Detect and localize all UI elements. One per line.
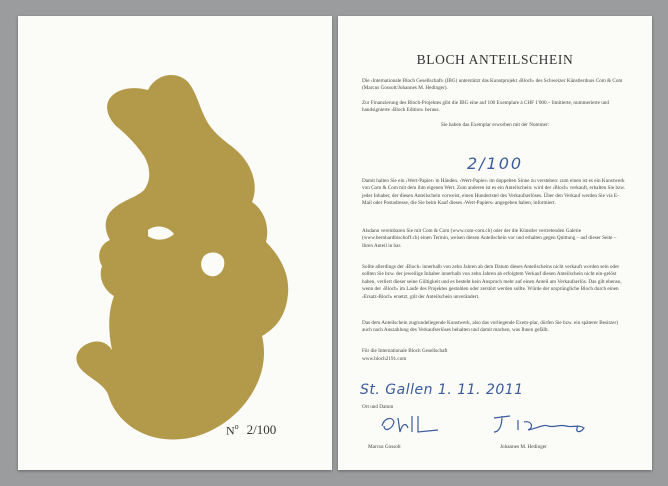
number-superscript: o [234, 422, 239, 431]
artwork-card [18, 16, 332, 470]
signer-name-gossolt: Marcus Gossolt [368, 444, 401, 450]
intro-paragraph: Die ›Internationale Bloch Gesellschaft‹ (IBG) unterstützt das Kunstprojekt ›Bloch‹ des Schweizer Künstlerduos Com & Com (Marcus Gossolt/Johannes M. Hedinger). [362, 78, 623, 92]
handwritten-date: St. Gallen 1. 11. 2011 [360, 382, 524, 398]
signer-name-hedinger: Johannes M. Hedinger [500, 444, 547, 450]
society-line: Für die Internationale Bloch Gesellschaft [362, 348, 448, 354]
payout-paragraph: Alsdann vereinbaren Sie mit Com & Com (www.com-com.ch) oder der die Künstler vertretenden Galerie (www.bernhardbischoff.ch) einen Termin, weisen diesen Anteilschein vor und erhalten gegen Quittung – auf dieser Seite – Ihren Anteil in bar. [362, 228, 617, 249]
value-paper-paragraph: Damit halten Sie ein ›Wert-Papier‹ in Händen. ›Wert-Papier‹ im doppelten Sinne zu verstehen: zum einen ist es ein Kunstwerk von Com & Com mit dem ihm eigenen Wert. Zum anderen ist es ein Anteilschein: wird der ›Bloch‹ verkauft, erhalten Sie bzw. jeder Inhaber, der diesen Anteilschein vorweist, einen Hundertstel des Verkaufserlöses. Über den Verkauf werden Sie via E-Mail oder Postadresse, die Sie beim Kauf dieses ›Wert-Papiers‹ angegeben haben, informiert. [362, 178, 626, 207]
certificate-title: BLOCH ANTEILSCHEIN [416, 52, 574, 67]
number-label: N [226, 423, 235, 438]
number-value: 2/100 [246, 422, 277, 438]
gold-bloch-silhouette [64, 60, 300, 460]
ownership-paragraph: Das dem Anteilschein zugrundeliegende Kunstwerk, also das vorliegende Exem-plar, dürfen Sie bzw. ein späterer Besitzer) auch nach Auszahlung des Verkaufserlöses behalten und damit machen, was Ihnen gefällt. [362, 320, 619, 334]
validity-paragraph: Sollte allerdings der ›Bloch‹ innerhalb von zehn Jahren ab dem Datum dieses Anteilscheins nicht verkauft worden sein oder sollten Sie bzw. der jeweilige Inhaber innerhalb von zehn Jahren ab erfolgtem Verkauf diesen Anteilschein nicht ein-gelöst haben, verliert dieser seine Gültigkeit und es besteht kein Anspruch mehr auf einen Anteil am Verkaufserlös. Das gilt ebenso, wenn der ›Bloch‹ im Laufe des Projektes gestohlen oder zerstört werden sollte. Würde der ursprüngliche Bloch durch einen ›Ersatz-Bloch‹ ersetzt, gilt der Anteilschein unverändert. [362, 264, 622, 300]
number-intro-text: Sie haben das Exemplar erworben mit der Nummer: [440, 122, 550, 128]
certificate-card [338, 16, 652, 470]
signature-hedinger [488, 410, 598, 438]
place-date-label: Ort und Datum [362, 404, 394, 410]
financing-paragraph: Zur Finanzierung des Bloch-Projektes gibt die IBG eine auf 100 Exemplare à CHF 1'000.– limitierte, nummerierte und handsignierte ›Bloch Edition‹ heraus. [362, 100, 609, 114]
edition-number [226, 422, 276, 438]
website-line: www.bloch2191.com [362, 356, 407, 362]
handwritten-edition-number: 2/100 [466, 154, 524, 173]
signature-gossolt [378, 412, 468, 438]
